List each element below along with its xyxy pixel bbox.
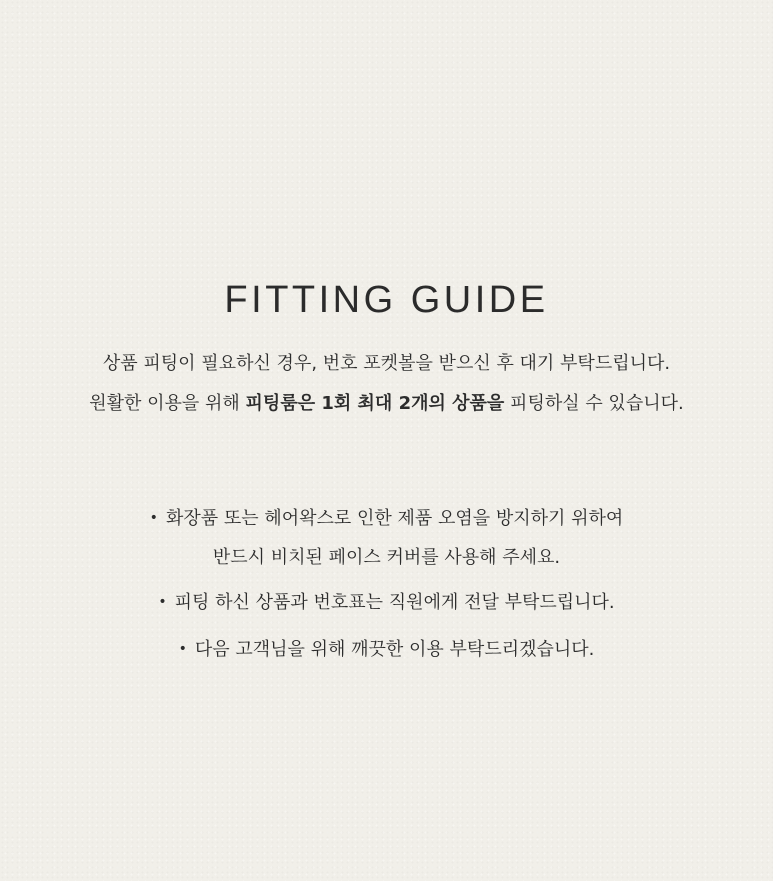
bullet-icon: • — [158, 594, 167, 610]
guide-item-2: 피팅 하신 상품과 번호표는 직원에게 전달 부탁드립니다. — [174, 592, 615, 613]
page-title: FITTING GUIDE — [224, 279, 549, 322]
guide-list — [0, 500, 773, 670]
intro-text — [0, 344, 773, 424]
guide-item-1-line-2: 반드시 비치된 페이스 커버를 사용해 주세요. — [212, 547, 561, 568]
intro-line-2-mid: 피팅 — [504, 393, 545, 414]
list-item — [0, 500, 773, 539]
bullet-icon: • — [149, 510, 158, 526]
guide-item-3: 다음 고객님을 위해 깨끗한 이용 부탁드리겠습니다. — [194, 639, 595, 660]
list-item — [0, 584, 773, 623]
intro-line-2-post: 하실 수 있습니다. — [544, 393, 684, 414]
intro-line-1: 상품 피팅이 필요하신 경우, 번호 포켓볼을 받으신 후 대기 부탁드립니다. — [102, 353, 671, 374]
intro-line-2 — [0, 384, 773, 424]
guide-item-1-line-1: 화장품 또는 헤어왁스로 인한 제품 오염을 방지하기 위하여 — [165, 508, 624, 529]
intro-line-2-pre: 원활한 이용을 위해 — [89, 393, 246, 414]
bullet-icon: • — [178, 641, 187, 657]
list-item — [0, 631, 773, 670]
intro-line-2-emphasis: 피팅룸은 1회 최대 2개의 상품을 — [245, 393, 505, 414]
